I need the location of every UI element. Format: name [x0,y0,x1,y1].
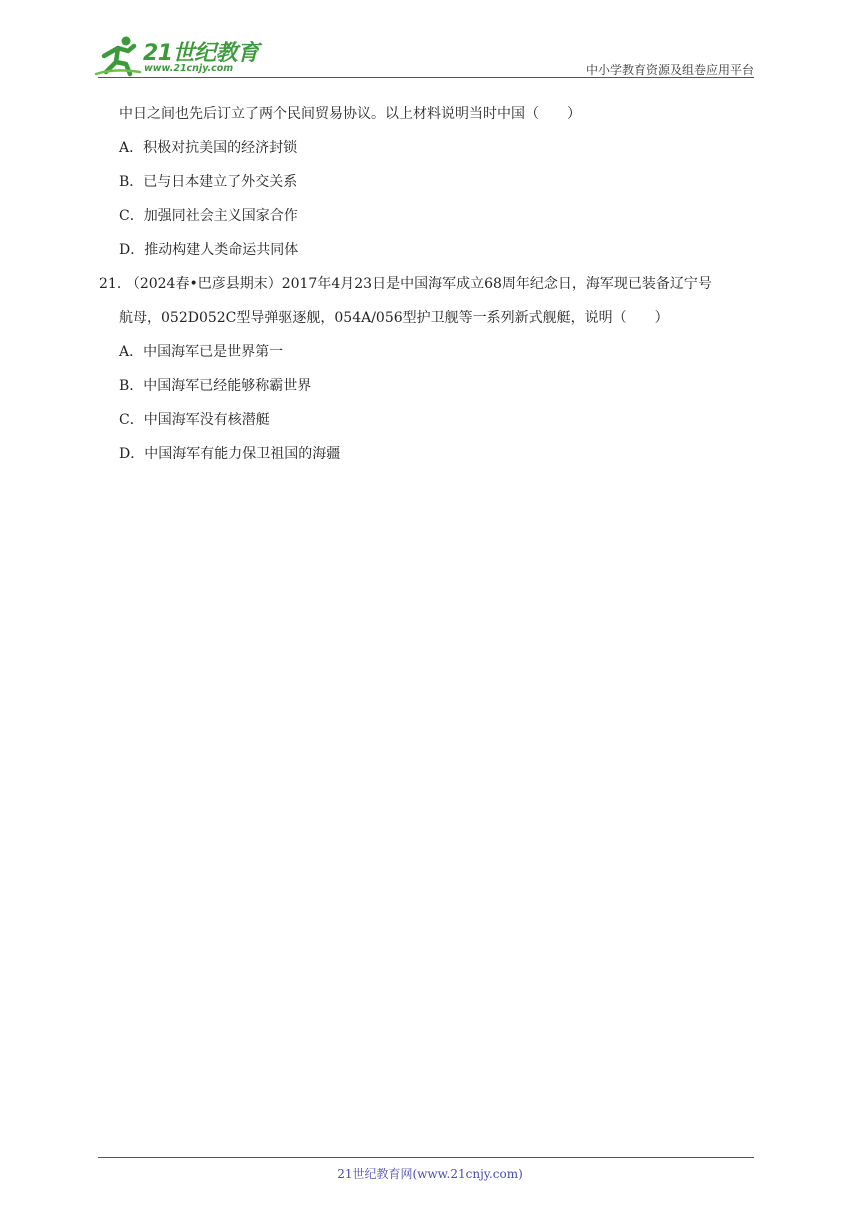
q21-option-d: D．中国海军有能力保卫祖国的海疆 [119,446,341,462]
q21-option-a: A．中国海军已是世界第一 [119,344,284,360]
platform-name: 中小学教育资源及组卷应用平台 [585,63,754,77]
q21-number: 21． [99,276,131,292]
q20-stem-continuation: 中日之间也先后订立了两个民间贸易协议。以上材料说明当时中国（ ） [119,106,581,122]
logo-url: www.21cnjy.com [144,63,234,74]
q21-stem-line2: 航母，052D052C型导弹驱逐舰，054A/056型护卫舰等一系列新式舰艇，说明（ ） [119,310,669,326]
q21-stem-line1 [99,274,712,294]
q21-option-c: C．中国海军没有核潜艇 [119,412,270,428]
running-man-logo-icon [94,34,144,78]
site-logo[interactable] [94,34,264,78]
q21-stem-text: （2024春•巴彦县期末）2017年4月23日是中国海军成立68周年纪念日，海军现已装备辽宁号 [132,276,712,292]
q20-option-c: C．加强同社会主义国家合作 [119,208,298,224]
q20-option-d: D．推动构建人类命运共同体 [119,242,299,258]
page-header [0,0,860,80]
q21-option-b: B．中国海军已经能够称霸世界 [119,378,312,394]
q20-option-b: B．已与日本建立了外交关系 [119,174,298,190]
q20-option-a: A．积极对抗美国的经济封锁 [119,140,298,156]
logo-text: 21世纪教育 [143,41,259,66]
header-divider [98,77,754,78]
footer-divider [98,1157,754,1158]
footer-link[interactable]: 21世纪教育网(www.21cnjy.com) [337,1167,523,1181]
